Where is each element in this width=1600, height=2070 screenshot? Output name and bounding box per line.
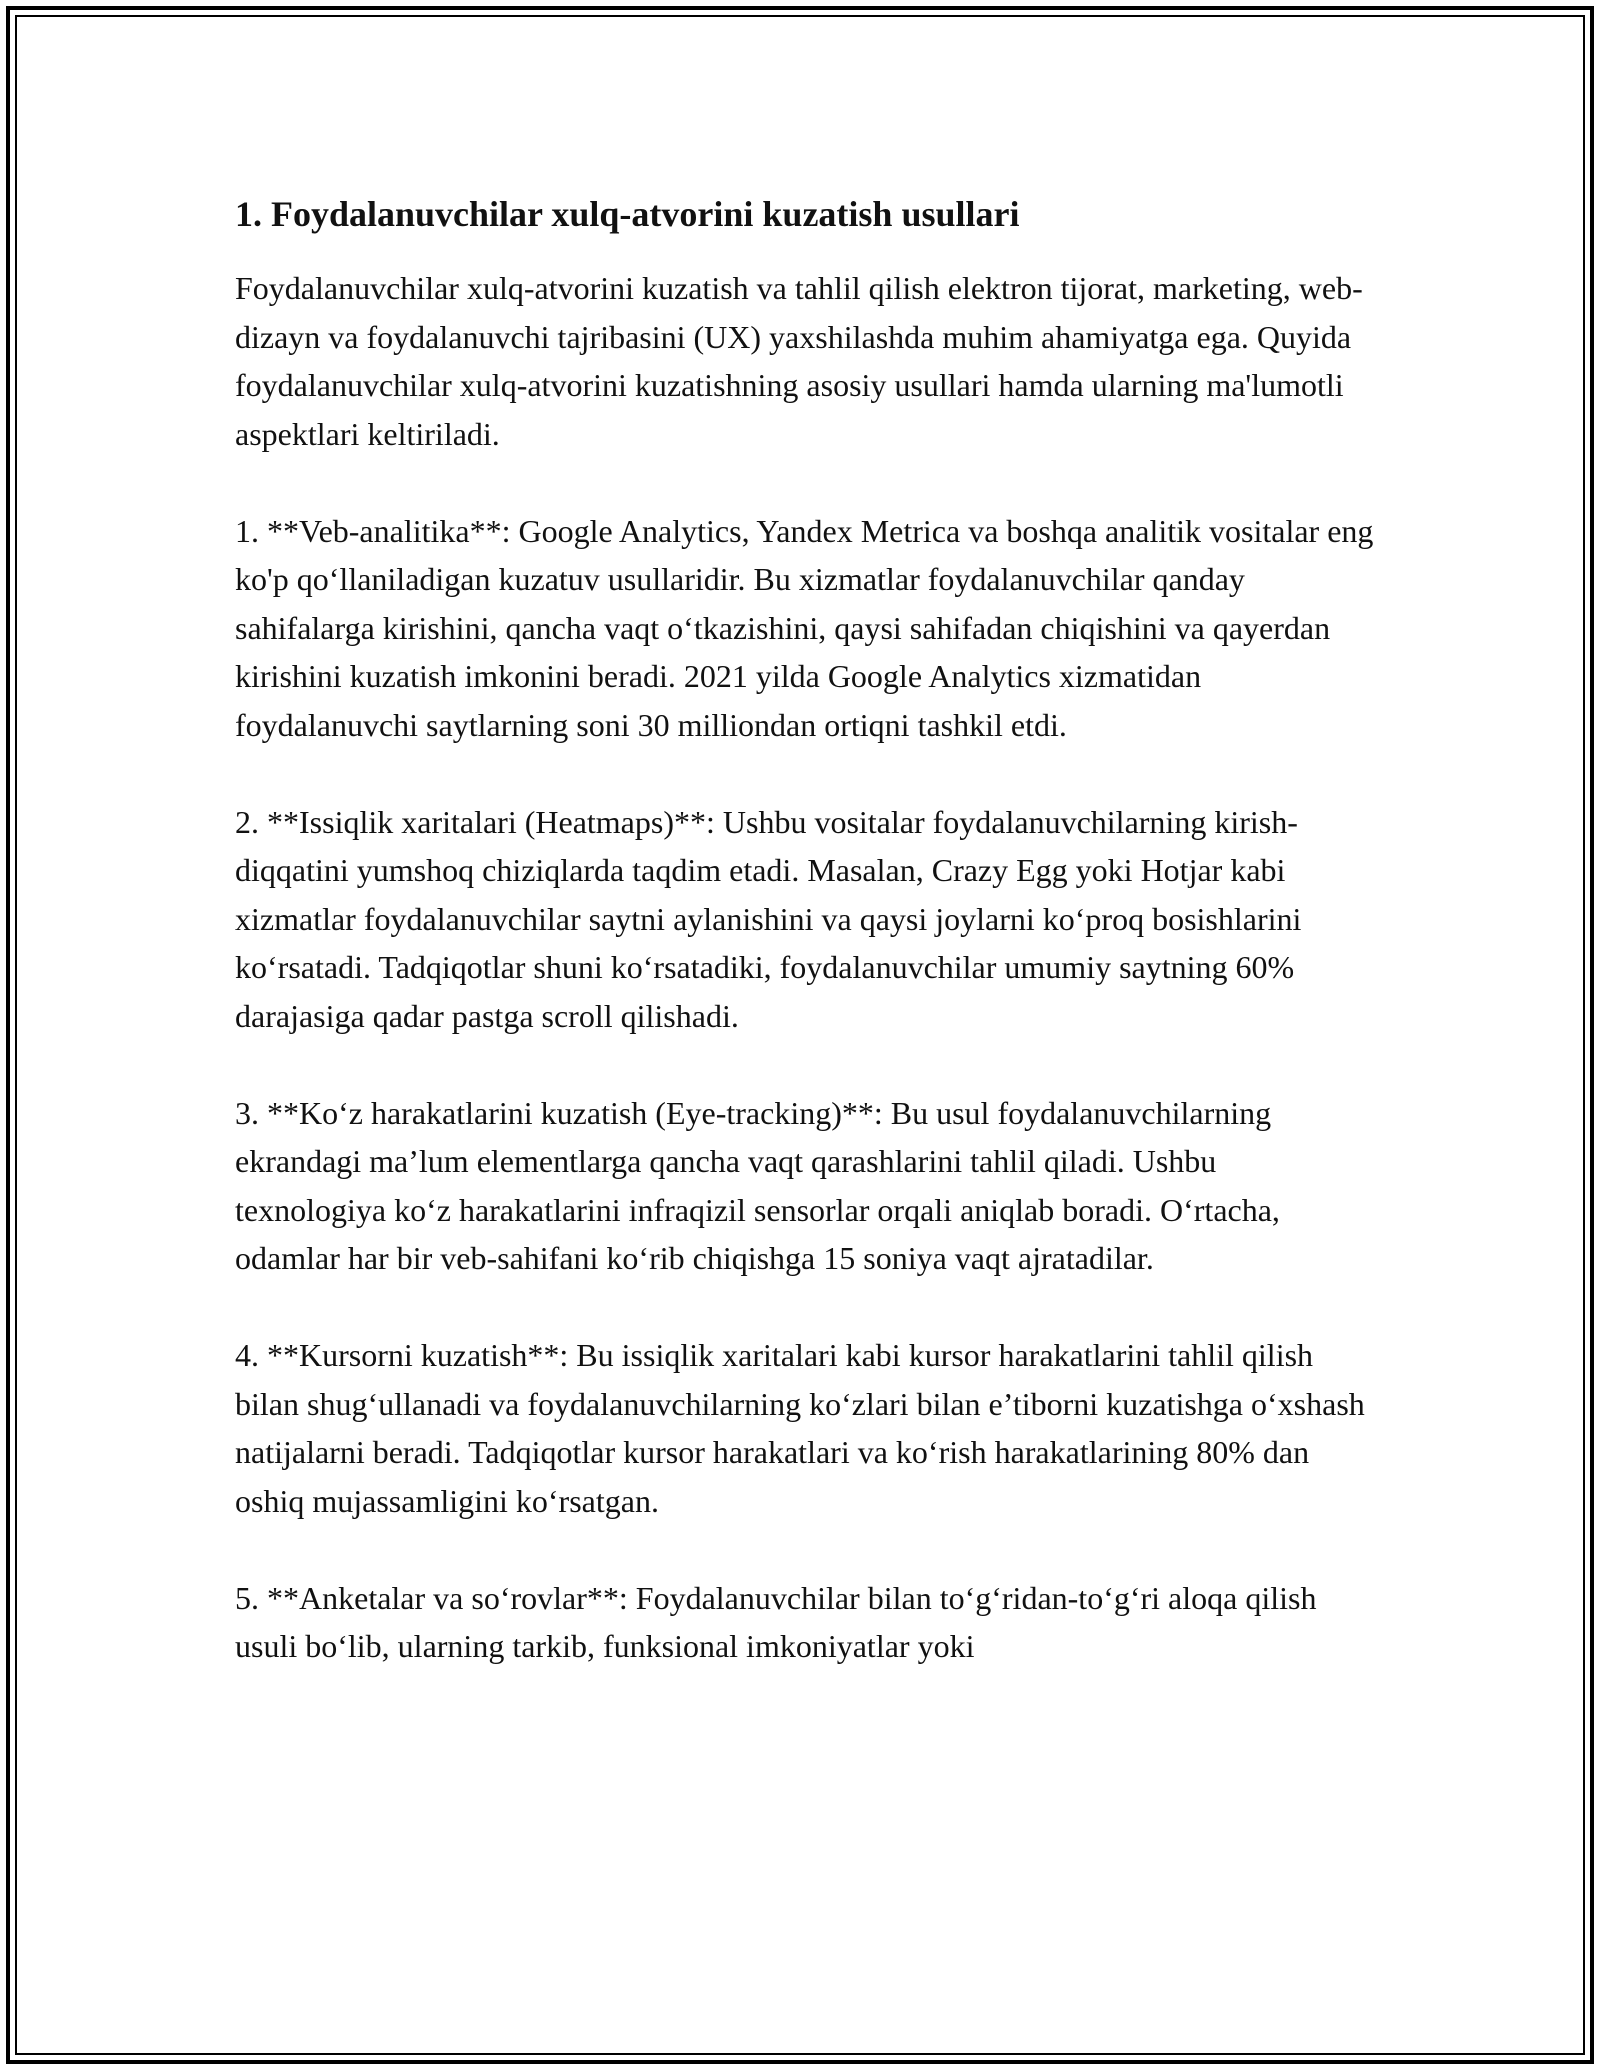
method-eye-tracking-paragraph: 3. **Ko‘z harakatlarini kuzatish (Eye-tracking)**: Bu usul foydalanuvchilarning ekrandagi ma’lum elementlarga qancha vaqt qarashlarini tahlil qiladi. Ushbu texnologiya ko‘z harakatlarini infraqizil sensorlar orqali aniqlab boradi. O‘rtacha, odamlar har bir veb-sahifani ko‘rib chiqishga 15 soniya vaqt ajratadilar. <box>235 1094 1280 1276</box>
paragraph-gap <box>235 1525 1375 1574</box>
paragraph-gap <box>235 1283 1375 1332</box>
method-heatmaps-paragraph: 2. **Issiqlik xaritalari (Heatmaps)**: Ushbu vositalar foydalanuvchilarning kirish-diqqatini yumshoq chiziqlarda taqdim etadi. Masalan, Crazy Egg yoki Hotjar kabi xizmatlar foydalanuvchilar saytni aylanishini va qaysi joylarni ko‘proq bosishlarini ko‘rsatadi. Tadqiqotlar shuni ko‘rsatadiki, foydalanuvchilar umumiy saytning 60% darajasiga qadar pastga scroll qilishadi. <box>235 803 1302 1034</box>
paragraph-gap <box>235 1040 1375 1089</box>
method-surveys-paragraph: 5. **Anketalar va so‘rovlar**: Foydalanuvchilar bilan to‘g‘ridan-to‘g‘ri aloqa qilish usuli bo‘lib, ularning tarkib, funksional imkoniyatlar yoki <box>235 1579 1317 1664</box>
paragraph-gap <box>235 458 1375 507</box>
method-web-analytics-paragraph: 1. **Veb-analitika**: Google Analytics, Yandex Metrica va boshqa analitik vositalar eng ko'p qo‘llaniladigan kuzatuv usullaridir. Bu xizmatlar foydalanuvchilar qanday sahifalarga kirishini, qancha vaqt o‘tkazishini, qaysi sahifadan chiqishini va qayerdan kirishini kuzatish imkonini beradi. 2021 yilda Google Analytics xizmatidan foydalanuvchi saytlarning soni 30 milliondan ortiqni tashkil etdi. <box>235 512 1374 743</box>
paragraph-gap <box>235 749 1375 798</box>
section-heading: 1. Foydalanuvchilar xulq-atvorini kuzatish usullari <box>235 194 1020 234</box>
document-body <box>235 186 1375 1671</box>
intro-paragraph: Foydalanuvchilar xulq-atvorini kuzatish va tahlil qilish elektron tijorat, marketing, web-dizayn va foydalanuvchi tajribasini (UX) yaxshilashda muhim ahamiyatga ega. Quyida foydalanuvchilar xulq-atvorini kuzatishning asosiy usullari hamda ularning ma'lumotli aspektlari keltiriladi. <box>235 270 1363 452</box>
method-cursor-tracking-paragraph: 4. **Kursorni kuzatish**: Bu issiqlik xaritalari kabi kursor harakatlarini tahlil qilish bilan shug‘ullanadi va foydalanuvchilarning ko‘zlari bilan e’tiborni kuzatishga o‘xshash natijalarni beradi. Tadqiqotlar kursor harakatlari va ko‘rish harakatlarining 80% dan oshiq mujassamligini ko‘rsatgan. <box>235 1337 1365 1519</box>
